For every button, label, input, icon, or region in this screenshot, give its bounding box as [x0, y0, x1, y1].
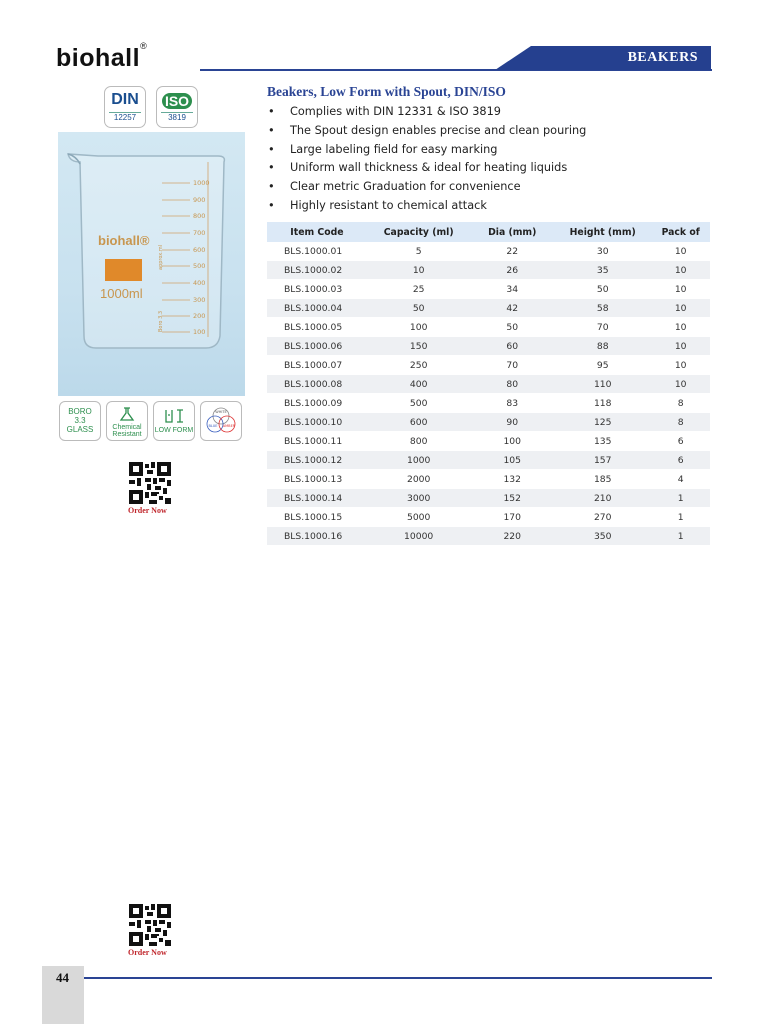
flask-icon — [117, 406, 137, 422]
beaker-brand-print: biohall® — [98, 233, 150, 248]
din-label: DIN — [111, 91, 139, 108]
table-row — [267, 527, 710, 546]
cell-capacity: 400 — [367, 375, 471, 394]
product-title: Beakers, Low Form with Spout, DIN/ISO — [267, 84, 506, 99]
volume-label: 1000ml — [100, 286, 143, 301]
order-qr-code-bottom[interactable] — [129, 904, 171, 946]
cell-pack: 1 — [651, 527, 710, 546]
specification-table — [267, 222, 710, 546]
cell-item-code: BLS.1000.14 — [267, 489, 367, 508]
cell-item-code: BLS.1000.11 — [267, 432, 367, 451]
table-row — [267, 470, 710, 489]
iso-number: 3819 — [161, 112, 193, 122]
cell-diameter: 220 — [470, 527, 554, 546]
cell-pack: 10 — [651, 280, 710, 299]
beaker-product-image — [58, 132, 245, 396]
cell-diameter: 105 — [470, 451, 554, 470]
table-header-row — [267, 222, 710, 242]
scale-100: 100 — [193, 328, 206, 336]
low-form-glyph — [162, 407, 186, 425]
cell-capacity: 5 — [367, 242, 471, 261]
cell-pack: 8 — [651, 394, 710, 413]
feature-item: • Uniform wall thickness & ideal for heating liquids — [267, 159, 586, 178]
table-row — [267, 508, 710, 527]
cell-pack: 4 — [651, 470, 710, 489]
cell-height: 157 — [554, 451, 651, 470]
cell-capacity: 50 — [367, 299, 471, 318]
cell-pack: 1 — [651, 489, 710, 508]
chemical-resistant-label: Chemical Resistant — [112, 424, 142, 438]
boro-line-1: BORO — [68, 407, 92, 416]
scale-300: 300 — [193, 296, 206, 304]
cell-height: 135 — [554, 432, 651, 451]
scale-800: 800 — [193, 212, 206, 220]
circle-blue-label: BLUE — [208, 424, 218, 428]
cell-diameter: 26 — [470, 261, 554, 280]
cell-pack: 1 — [651, 508, 710, 527]
feature-item: • Clear metric Graduation for convenience — [267, 178, 586, 197]
brand-name: biohall — [56, 44, 141, 72]
cell-item-code: BLS.1000.06 — [267, 337, 367, 356]
cell-item-code: BLS.1000.08 — [267, 375, 367, 394]
table-row — [267, 280, 710, 299]
table-row — [267, 375, 710, 394]
cell-height: 185 — [554, 470, 651, 489]
cell-diameter: 100 — [470, 432, 554, 451]
cell-item-code: BLS.1000.02 — [267, 261, 367, 280]
cell-item-code: BLS.1000.04 — [267, 299, 367, 318]
iso-badge — [156, 86, 198, 128]
cell-diameter: 90 — [470, 413, 554, 432]
table-row — [267, 318, 710, 337]
cell-item-code: BLS.1000.13 — [267, 470, 367, 489]
cell-height: 58 — [554, 299, 651, 318]
scale-600: 600 — [193, 246, 206, 254]
cell-height: 35 — [554, 261, 651, 280]
feature-item: • Large labeling field for easy marking — [267, 141, 586, 160]
registered-mark: ® — [140, 40, 148, 51]
table-row — [267, 337, 710, 356]
order-qr-code-top[interactable] — [129, 462, 171, 504]
approx-ml-text: approx.ml — [158, 244, 164, 270]
cell-height: 125 — [554, 413, 651, 432]
chemical-resistant-icon — [106, 401, 148, 441]
page-number: 44 — [56, 970, 69, 985]
labeling-field — [105, 259, 142, 281]
cell-item-code: BLS.1000.15 — [267, 508, 367, 527]
cell-diameter: 60 — [470, 337, 554, 356]
scale-200: 200 — [193, 312, 206, 320]
cell-capacity: 250 — [367, 356, 471, 375]
cell-height: 50 — [554, 280, 651, 299]
cell-diameter: 132 — [470, 470, 554, 489]
cell-pack: 10 — [651, 299, 710, 318]
boro-line-2: 3.3 — [74, 416, 86, 425]
cell-diameter: 42 — [470, 299, 554, 318]
feature-list — [267, 103, 586, 216]
cell-pack: 8 — [651, 413, 710, 432]
cell-pack: 10 — [651, 375, 710, 394]
cell-pack: 6 — [651, 432, 710, 451]
feature-item: • The Spout design enables precise and clean pouring — [267, 122, 586, 141]
order-now-link-top[interactable]: Order Now — [128, 506, 167, 515]
cell-item-code: BLS.1000.09 — [267, 394, 367, 413]
table-row — [267, 451, 710, 470]
footer-rule — [84, 977, 712, 979]
cell-diameter: 170 — [470, 508, 554, 527]
color-circles-icon — [201, 402, 241, 438]
table-row — [267, 394, 710, 413]
cell-capacity: 3000 — [367, 489, 471, 508]
beaker-illustration — [58, 132, 245, 396]
din-number: 12257 — [109, 112, 141, 122]
cell-item-code: BLS.1000.12 — [267, 451, 367, 470]
cell-height: 270 — [554, 508, 651, 527]
cell-diameter: 34 — [470, 280, 554, 299]
cell-capacity: 150 — [367, 337, 471, 356]
cell-item-code: BLS.1000.03 — [267, 280, 367, 299]
glass-color-icon — [200, 401, 242, 441]
brand-logo — [56, 40, 148, 73]
cell-capacity: 5000 — [367, 508, 471, 527]
cell-capacity: 800 — [367, 432, 471, 451]
boro-line-3: GLASS — [66, 425, 94, 434]
cell-item-code: BLS.1000.01 — [267, 242, 367, 261]
table-row — [267, 299, 710, 318]
cell-pack: 10 — [651, 337, 710, 356]
cell-diameter: 83 — [470, 394, 554, 413]
cell-pack: 10 — [651, 242, 710, 261]
cell-capacity: 1000 — [367, 451, 471, 470]
table-row — [267, 489, 710, 508]
cell-item-code: BLS.1000.16 — [267, 527, 367, 546]
cell-capacity: 2000 — [367, 470, 471, 489]
iso-label: ISO — [162, 93, 192, 109]
circle-white-label: WHITE — [215, 410, 227, 414]
column-header-height: Height (mm) — [554, 222, 651, 242]
cell-diameter: 50 — [470, 318, 554, 337]
cell-pack: 10 — [651, 356, 710, 375]
cell-item-code: BLS.1000.05 — [267, 318, 367, 337]
cell-pack: 10 — [651, 261, 710, 280]
cell-height: 70 — [554, 318, 651, 337]
cell-capacity: 10000 — [367, 527, 471, 546]
low-form-icon — [153, 401, 195, 441]
scale-700: 700 — [193, 229, 206, 237]
order-now-link-bottom[interactable]: Order Now — [128, 948, 167, 957]
column-header-diameter: Dia (mm) — [470, 222, 554, 242]
feature-item: • Highly resistant to chemical attack — [267, 197, 586, 216]
table-row — [267, 432, 710, 451]
table-row — [267, 261, 710, 280]
cell-item-code: BLS.1000.07 — [267, 356, 367, 375]
column-header-capacity: Capacity (ml) — [367, 222, 471, 242]
scale-500: 500 — [193, 262, 206, 270]
cell-height: 210 — [554, 489, 651, 508]
cell-capacity: 10 — [367, 261, 471, 280]
low-form-label: LOW FORM — [154, 427, 194, 434]
cell-capacity: 25 — [367, 280, 471, 299]
scale-1000: 1000 — [193, 179, 210, 187]
column-header-pack: Pack of — [651, 222, 710, 242]
cell-height: 118 — [554, 394, 651, 413]
cell-height: 95 — [554, 356, 651, 375]
cell-height: 88 — [554, 337, 651, 356]
table-row — [267, 413, 710, 432]
cell-height: 30 — [554, 242, 651, 261]
cell-capacity: 500 — [367, 394, 471, 413]
cell-diameter: 22 — [470, 242, 554, 261]
cell-diameter: 80 — [470, 375, 554, 394]
table-row — [267, 242, 710, 261]
din-badge — [104, 86, 146, 128]
cell-diameter: 152 — [470, 489, 554, 508]
cell-pack: 6 — [651, 451, 710, 470]
cell-item-code: BLS.1000.10 — [267, 413, 367, 432]
feature-item: • Complies with DIN 12331 & ISO 3819 — [267, 103, 586, 122]
cell-height: 110 — [554, 375, 651, 394]
cell-capacity: 600 — [367, 413, 471, 432]
boro-glass-icon — [59, 401, 101, 441]
cell-diameter: 70 — [470, 356, 554, 375]
scale-400: 400 — [193, 279, 206, 287]
cell-capacity: 100 — [367, 318, 471, 337]
section-title: BEAKERS — [627, 50, 698, 65]
column-header-item-code: Item Code — [267, 222, 367, 242]
cell-height: 350 — [554, 527, 651, 546]
table-row — [267, 356, 710, 375]
circle-amber-label: AMBER — [222, 424, 236, 428]
cell-pack: 10 — [651, 318, 710, 337]
scale-900: 900 — [193, 196, 206, 204]
boro-side-text: Boro 3.3 — [158, 310, 164, 332]
